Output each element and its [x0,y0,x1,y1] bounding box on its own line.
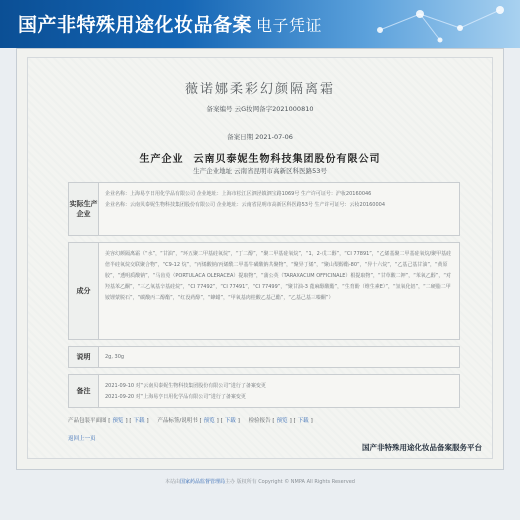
test-report-label: 检验报告 [248,418,271,424]
label-preview-link[interactable]: 预览 [203,418,215,424]
label-download-link[interactable]: 下载 [224,418,236,424]
footer-org-link[interactable]: 国家药品监督管理局 [180,479,226,485]
banner-subtitle: 电子凭证 [256,16,323,35]
report-preview-link[interactable]: 预览 [276,418,288,424]
record-date-label: 备案日期 [227,133,254,141]
remarks-body [105,381,453,403]
footer-prefix: 本站由 [164,479,180,485]
remarks-section [68,374,460,408]
spec-head: 说明 [69,347,99,367]
producer-line [28,150,492,165]
packaging-download-link[interactable]: 下载 [133,418,145,424]
product-name: 薇诺娜柔彩幻颜隔离霜 [184,82,335,97]
producer-address-line [28,166,492,175]
certificate-page [16,48,504,470]
certificate-frame [27,57,493,459]
actual-producer-line-1: 企业名称：上海易亨日用化学品有限公司 企业地址：上海市松江区泗泾镇泗宝路1069号 生产许可证号：沪妆20160046 [105,191,372,197]
attachment-links: 产品包装平面图 [ 预览 ] [ 下载 ] 产品标签/说明书 [ 预览 ] [ 下载 ] 检验报告 [ 预览 ] [ 下载 ] [68,418,313,424]
packaging-preview-link[interactable]: 预览 [112,418,124,424]
ingredients-body: 美容幻颜隔离霜（“水”，“甘油”，“环五聚二甲基硅氧烷”，“丁二醇”，“聚二甲基硅氧烷”，“1，2-戊二醇”，“CI 77891”，“乙烯基聚二甲基硅氧烷/聚甲基硅倍半硅氧烷交联聚合物”，“C9-12 烷”，“丙烯酸钠/丙烯酰二甲基牛磺酸钠共聚物”，“聚异丁烯”，“聚山梨醇酯-80”，“异十六烷”，“乙基己基甘油”，“黄原胶”，“透明质酸钠”，“马齿苋（PORTULACA OLERACEA）提取物”，“蒲公英（TARAXACUM OFFICINALE）根提取物”，“甘草酸二钾”，“苯氧乙醇”，“对羟基苯乙酮”，“三乙氧基辛基硅烷”，“CI 77492”，“CI 77491”，“CI 77499”，“聚甘油-3 蓖麻醇酸酯”，“生育酚（维生素E）”，“氢氧化铝”，“二硬脂二甲铵锂蒙脱石”，“碳酸丙二醇酯”，“红没药醇”，“蜂蜡”，“甲氧基肉桂酸乙基己酯”，“乙基己基三嗪酮”） [105,251,452,301]
record-date: 2021-07-06 [255,133,293,141]
report-download-link[interactable]: 下载 [297,418,309,424]
molecule-decoration-icon [360,0,520,48]
producer-address: 云南省昆明市高新区科医路53号 [234,167,327,175]
back-link[interactable]: 返回上一页 [68,436,96,442]
footer-suffix: 主办 版权所有 Copyright © NMPA All Rights Reserved [225,479,355,485]
banner-title-text: 国产非特殊用途化妆品备案 [18,14,253,36]
actual-producer-line-2: 企业名称：云南贝泰妮生物科技集团股份有限公司 企业地址：云南省昆明市高新区科医路53号 生产许可证号：云妆20160004 [105,202,385,208]
actual-producer-head: 实际生产企业 [69,183,99,235]
record-number-label: 备案编号 [206,105,233,113]
producer-label: 生产企业 [139,154,184,165]
label-manual-label: 产品标签/说明书 [157,418,198,424]
footer [16,478,504,485]
record-number: 云G妆网备字2021000810 [234,105,314,113]
platform-name: 国产非特殊用途化妆品备案服务平台 [362,443,482,452]
remarks-line-1: 2021-09-10 对“云南贝泰妮生物科技集团股份有限公司”进行了备案变更 [105,383,266,389]
ingredients-head: 成分 [69,243,99,339]
spec-body: 2g, 30g [105,354,125,360]
packaging-label: 产品包装平面图 [68,418,107,424]
header-banner [0,0,520,48]
actual-producer-section [68,182,460,236]
remarks-head: 备注 [69,375,99,407]
ingredients-section [68,242,460,340]
banner-title [18,10,322,37]
record-number-line [28,104,492,113]
spec-section [68,346,460,368]
producer-name: 云南贝泰妮生物科技集团股份有限公司 [193,154,381,165]
actual-producer-body [105,189,453,211]
remarks-line-2: 2021-09-20 对“上海易亨日用化学品有限公司”进行了备案变更 [105,394,246,400]
producer-address-label: 生产企业地址 [193,167,233,175]
record-date-line [28,132,492,141]
